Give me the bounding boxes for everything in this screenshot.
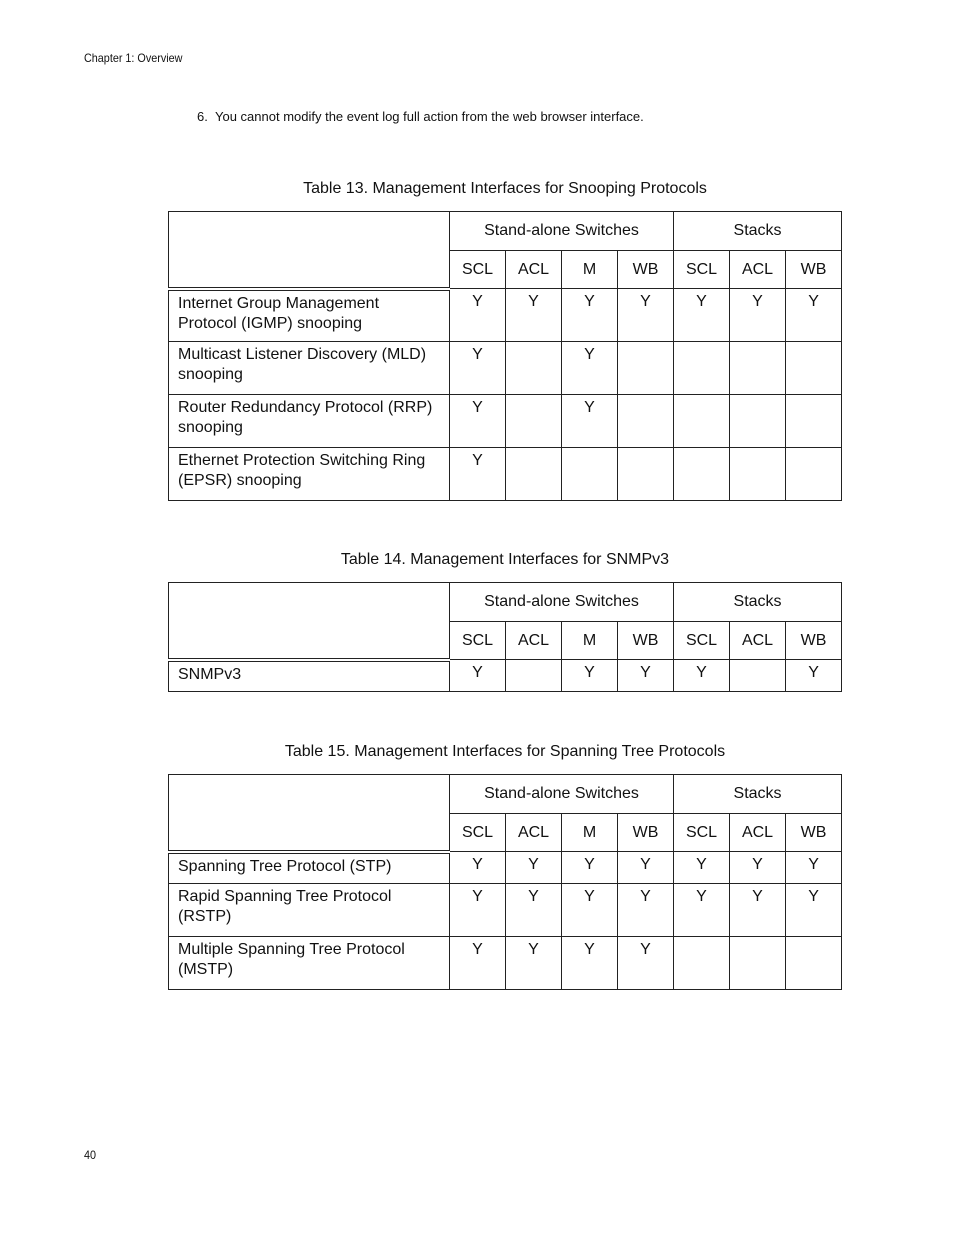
table-cell: Y [562,395,618,448]
table-14-caption: Table 14. Management Interfaces for SNMPv3 [340,551,670,568]
column-header: ACL [506,622,562,660]
table-cell: Y [450,884,506,937]
table-cell: Y [450,342,506,395]
group-header-standalone: Stand-alone Switches [450,775,674,814]
table-cell: Y [562,660,618,692]
table-row [169,660,842,692]
table-cell: Y [450,289,506,342]
table-cell [674,342,730,395]
table-cell: Y [506,852,562,884]
column-header: SCL [674,814,730,852]
table-cell: Y [674,660,730,692]
table-cell [506,395,562,448]
table-cell: Y [450,852,506,884]
table-15-caption: Table 15. Management Interfaces for Spanning Tree Protocols [284,743,726,760]
group-header-stacks: Stacks [674,583,842,622]
table-cell: Y [450,660,506,692]
table-cell [618,395,674,448]
column-header: M [562,622,618,660]
column-header: ACL [730,814,786,852]
column-header: ACL [730,251,786,289]
column-header: WB [786,814,842,852]
table-cell: Y [562,342,618,395]
table-row [169,884,842,937]
row-label: SNMPv3 [169,660,450,692]
table-row [169,395,842,448]
column-header: SCL [450,251,506,289]
table-cell: Y [450,395,506,448]
corner-cell [169,775,450,852]
page-number: 40 [84,1148,97,1162]
footnote-number: 6. [197,109,208,124]
table-cell: Y [506,884,562,937]
table-cell: Y [674,884,730,937]
footnote-text: You cannot modify the event log full action from the web browser interface. [215,109,644,124]
table-cell: Y [618,289,674,342]
table-cell: Y [786,289,842,342]
row-label: Ethernet Protection Switching Ring (EPSR) snooping [169,448,450,501]
column-header: WB [618,814,674,852]
column-header: WB [618,251,674,289]
column-header: WB [618,622,674,660]
table-cell: Y [506,289,562,342]
table-cell: Y [786,884,842,937]
table-cell [506,660,562,692]
running-header: Chapter 1: Overview [84,51,183,65]
table-cell: Y [450,937,506,990]
table-cell: Y [506,937,562,990]
table-row [169,852,842,884]
column-header: WB [786,251,842,289]
table-cell [786,395,842,448]
corner-cell [169,212,450,289]
table-cell: Y [786,852,842,884]
table-13 [168,211,842,501]
column-header: SCL [450,622,506,660]
group-header-stacks: Stacks [674,212,842,251]
table-cell [730,937,786,990]
table-cell: Y [730,884,786,937]
table-cell [506,448,562,501]
table-cell [786,448,842,501]
table-cell [730,660,786,692]
table-cell: Y [562,289,618,342]
column-header: M [562,251,618,289]
column-header: ACL [506,814,562,852]
table-13-caption: Table 13. Management Interfaces for Snooping Protocols [303,180,707,197]
row-label: Internet Group Management Protocol (IGMP) snooping [169,289,450,342]
table-cell: Y [618,884,674,937]
table-cell: Y [618,937,674,990]
table-14 [168,582,842,692]
table-cell [674,448,730,501]
table-row [169,342,842,395]
table-cell [786,937,842,990]
table-cell [730,448,786,501]
column-header: WB [786,622,842,660]
table-cell: Y [618,660,674,692]
column-header: ACL [730,622,786,660]
row-label: Multicast Listener Discovery (MLD) snooping [169,342,450,395]
table-cell [562,448,618,501]
table-cell [674,395,730,448]
column-header: M [562,814,618,852]
row-label: Rapid Spanning Tree Protocol (RSTP) [169,884,450,937]
table-row [169,937,842,990]
table-cell [786,342,842,395]
column-header: ACL [506,251,562,289]
group-header-stacks: Stacks [674,775,842,814]
table-cell: Y [786,660,842,692]
table-cell: Y [450,448,506,501]
table-cell: Y [562,937,618,990]
group-header-standalone: Stand-alone Switches [450,583,674,622]
row-label: Multiple Spanning Tree Protocol (MSTP) [169,937,450,990]
table-row [169,448,842,501]
table-cell: Y [562,884,618,937]
table-cell [506,342,562,395]
table-cell: Y [562,852,618,884]
column-header: SCL [674,622,730,660]
row-label: Spanning Tree Protocol (STP) [169,852,450,884]
column-header: SCL [450,814,506,852]
table-cell [730,395,786,448]
table-cell: Y [618,852,674,884]
row-label: Router Redundancy Protocol (RRP) snooping [169,395,450,448]
table-cell: Y [730,289,786,342]
corner-cell [169,583,450,660]
group-header-standalone: Stand-alone Switches [450,212,674,251]
footnote [197,109,644,124]
table-cell: Y [674,289,730,342]
column-header: SCL [674,251,730,289]
table-cell [674,937,730,990]
table-cell: Y [730,852,786,884]
table-cell [618,342,674,395]
table-cell [618,448,674,501]
table-cell [730,342,786,395]
table-15 [168,774,842,990]
table-row [169,289,842,342]
table-cell: Y [674,852,730,884]
